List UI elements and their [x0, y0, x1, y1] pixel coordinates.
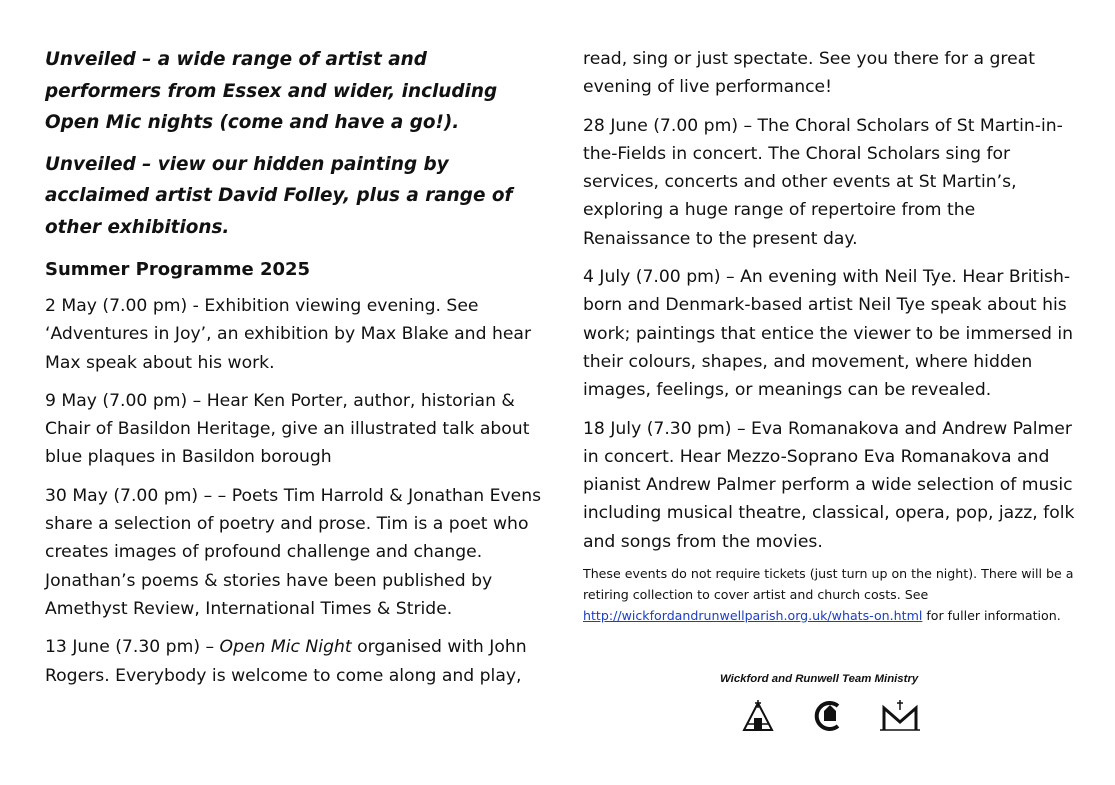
event-13-june-title: Open Mic Night	[219, 637, 352, 658]
event-4-july: 4 July (7.00 pm) – An evening with Neil Tye. Hear British-born and Denmark-based artist Neil Tye speak about his work; paintings that entice the viewer to be immersed in their colours, shapes, and movement, where hidden images, feelings, or meanings can be revealed.	[583, 267, 1074, 401]
event-13-june-date: 13 June (7.30 pm) –	[45, 637, 220, 658]
church-c-logo-icon	[810, 700, 846, 732]
church-m-logo-icon	[880, 700, 920, 732]
events-note-text: These events do not require tickets (just turn up on the night). There will be a retiring collection to cover artist and church costs. See	[583, 566, 1074, 602]
events-note-text-end: for fuller information.	[922, 607, 1061, 623]
event-2-may: 2 May (7.00 pm) - Exhibition viewing evening. See ‘Adventures in Joy’, an exhibition by Max Blake and hear Max speak about his work.	[45, 296, 532, 373]
event-28-june: 28 June (7.00 pm) – The Choral Scholars of St Martin-in-the-Fields in concert. The Choral Scholars sing for services, concerts and other events at St Martin’s, exploring a huge range of repertoire from the Renaissance to the present day.	[583, 115, 1063, 249]
intro-hidden-painting: Unveiled – view our hidden painting by acclaimed artist David Folley, plus a range of other exhibitions.	[45, 153, 513, 238]
left-column	[45, 0, 545, 690]
event-13-june-desc: organised with John Rogers. Everybody is welcome to come along and play,	[45, 637, 527, 686]
event-18-july: 18 July (7.30 pm) – Eva Romanakova and Andrew Palmer in concert. Hear Mezzo-Soprano Eva Romanakova and pianist Andrew Palmer perform a wide selection of music including musical theatre, classical, opera, pop, jazz, folk and songs from the movies.	[583, 418, 1075, 552]
event-13-june	[45, 633, 545, 690]
event-9-may: 9 May (7.00 pm) – Hear Ken Porter, author, historian & Chair of Basildon Heritage, give an illustrated talk about blue plaques in Basildon borough	[45, 390, 530, 468]
whats-on-link[interactable]: http://wickfordandrunwellparish.org.uk/whats-on.html	[583, 607, 923, 623]
intro-open-mic: Unveiled – a wide range of artist and performers from Essex and wider, including Open Mic nights (come and have a go!).	[45, 49, 498, 133]
event-30-may: 30 May (7.00 pm) – – Poets Tim Harrold & Jonathan Evens share a selection of poetry and prose. Tim is a poet who creates images of profound challenge and change. Jonathan’s poems & stories have been published by Amethyst Review, International Times & Stride.	[45, 485, 542, 619]
event-13-june-continued: read, sing or just spectate. See you there for a great evening of live performance!	[583, 49, 1035, 98]
events-note	[583, 564, 1083, 626]
church-a-logo-icon	[740, 700, 776, 732]
church-logos	[740, 700, 930, 734]
right-column	[583, 0, 1083, 626]
programme-heading: Summer Programme 2025	[45, 259, 311, 280]
ministry-title: Wickford and Runwell Team Ministry	[720, 673, 919, 685]
